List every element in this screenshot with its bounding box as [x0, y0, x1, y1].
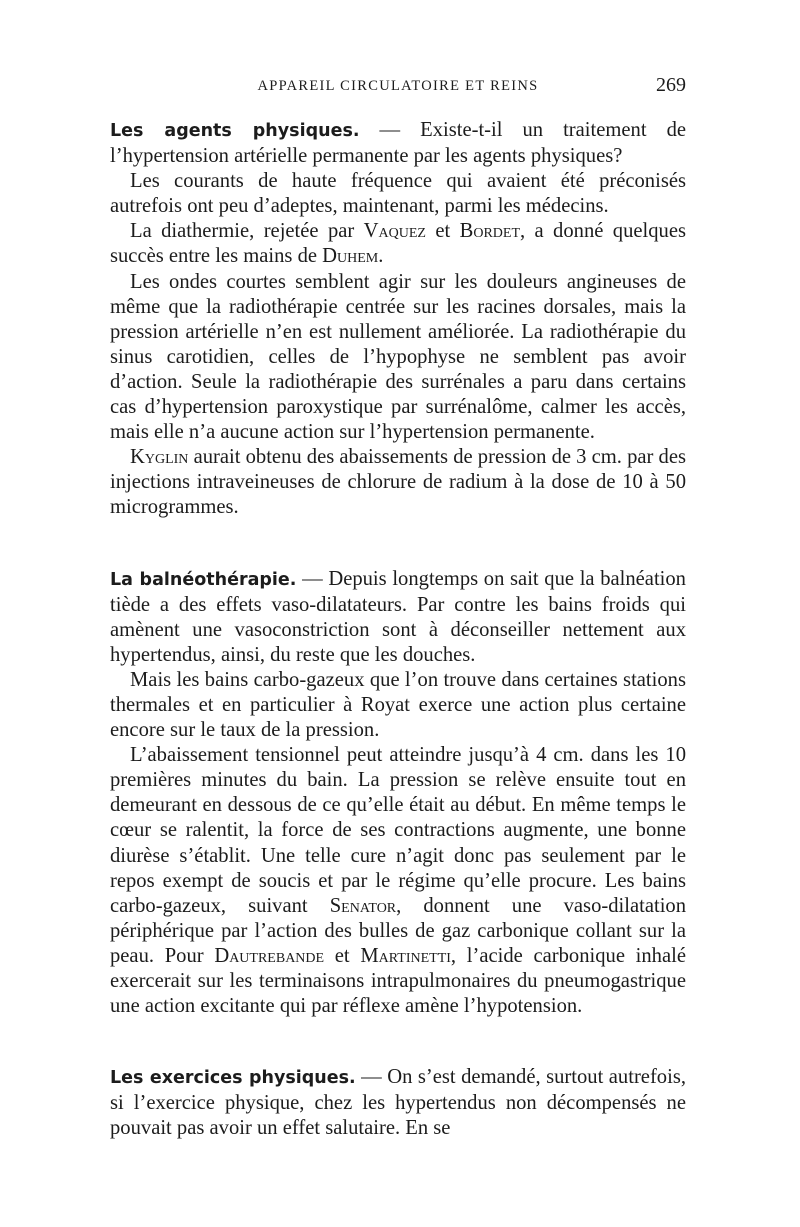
author-name: Bordet: [459, 220, 520, 243]
paragraph-text: L’abaissement tensionnel peut atteindre jusqu’à 4 cm. dans les 10 premières minutes du bain. La pression se relève ensuite tout en demeurant en dessous de ce qu’elle était au début. En même temps le cœur se ralentit, la force de ses contractions augmente, une bonne diurèse s’établit. Une telle cure n’agit donc pas seulement par le repos exempt de soucis et par le régime qu’elle procure. Les bains carbo-gazeux, suivant: [110, 744, 686, 917]
author-name: Martinetti: [360, 944, 451, 967]
author-name: Vaquez: [363, 220, 426, 243]
paragraph-text: , l’acide carbonique inhalé exercerait sur les terminaisons intrapulmonaires du pneumogastrique une action excitante qui par réflexe amène l’hypotension.: [110, 944, 686, 1018]
paragraph-text: — Existe-t-il un traitement de l’hypertension artérielle permanente par les agents physiques?: [110, 119, 687, 168]
paragraph: [110, 567, 686, 668]
paragraph: Mais les bains carbo-gazeux que l’on trouve dans certaines stations thermales et en particulier à Royat exerce une action plus certaine encore sur le taux de la pression.: [110, 668, 686, 742]
section-balneotherapie: [110, 567, 686, 1020]
paragraph-text: et: [324, 944, 361, 967]
paragraph-text: La diathermie, rejetée par: [130, 220, 364, 243]
paragraph: [110, 219, 686, 269]
paragraph-text: , donnent une vaso-dilatation périphérique par l’action des bulles de gaz carbonique collant sur la peau. Pour: [110, 894, 687, 967]
book-page: [110, 74, 686, 1141]
paragraph-text: , a donné quelques succès entre les mains de: [110, 220, 686, 268]
page-number: 269: [656, 74, 686, 96]
paragraph: [110, 445, 686, 520]
author-name: Dautrebande: [214, 944, 325, 967]
paragraph-text: et: [425, 220, 460, 243]
paragraph-text: .: [378, 245, 384, 268]
paragraph-text: — On s’est demandé, surtout autrefois, si l’exercice physique, chez les hypertendus non décompensés ne pouvait pas avoir un effet salutaire. En se: [110, 1066, 686, 1140]
section-heading: Les agents physiques.: [110, 121, 360, 141]
paragraph: [110, 118, 686, 169]
section-heading: La balnéothérapie.: [110, 569, 297, 590]
running-title: APPAREIL CIRCULATOIRE ET REINS: [257, 78, 539, 94]
paragraph: Les courants de haute fréquence qui avaient été préconisés autrefois ont peu d’adeptes, maintenant, parmi les médecins.: [110, 170, 686, 218]
section-agents-physiques: [110, 118, 686, 521]
paragraph: Les ondes courtes semblent agir sur les douleurs angineuses de même que la radiothérapie centrée sur les racines dorsales, mais la pression artérielle n’en est nullement améliorée. La radiothérapie du sinus carotidien, celles de l’hypophyse ne semblent pas avoir d’action. Seule la radiothérapie des surrénales a paru dans certains cas d’hypertension paroxystique par surrénalôme, calmer les accès, mais elle n’a aucune action sur l’hypertension permanente.: [110, 270, 686, 444]
paragraph: [110, 743, 686, 1019]
section-exercices-physiques: [110, 1065, 686, 1141]
paragraph: [110, 1065, 686, 1141]
author-name: Kyglin: [130, 446, 189, 469]
running-header: [110, 74, 686, 104]
author-name: Senator: [329, 894, 397, 917]
author-name: Duhem: [322, 245, 379, 268]
paragraph-text: aurait obtenu des abaissements de pression de 3 cm. par des injections intraveineuses de chlorure de radium à la dose de 10 à 50 microgrammes.: [110, 446, 686, 519]
section-heading: Les exercices physiques.: [110, 1068, 356, 1089]
paragraph-text: — Depuis longtemps on sait que la balnéation tiède a des effets vaso-dilatateurs. Par contre les bains froids qui amènent une vasoconstriction sont à déconseiller nettement aux hypertendus, ainsi, du reste que les douches.: [110, 567, 686, 666]
